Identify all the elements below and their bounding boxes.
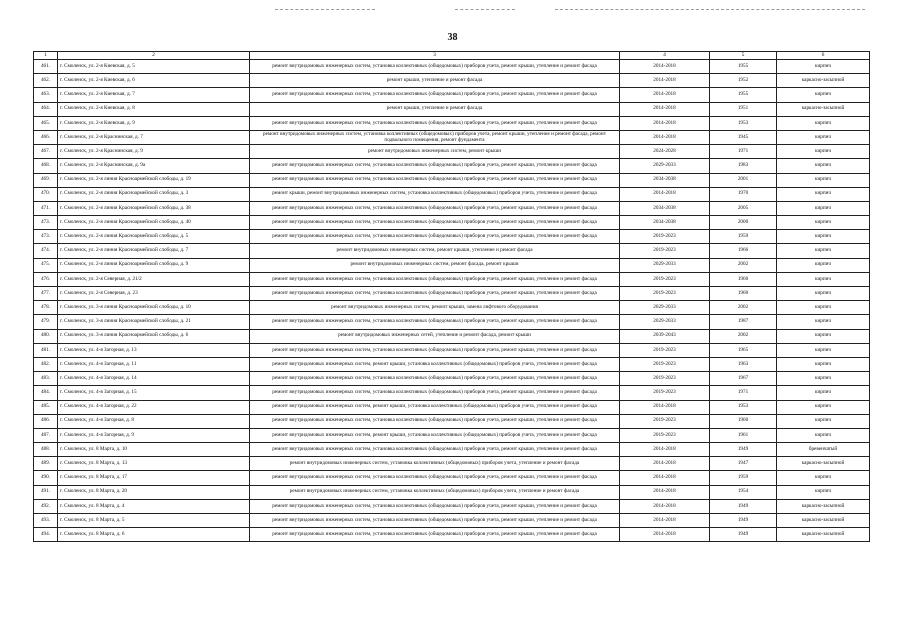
address-cell: г. Смоленск, ул. 2-я Киевская, д. 8 — [58, 102, 250, 116]
period-cell: 2034-2038 — [620, 173, 710, 187]
table-row — [34, 102, 870, 116]
works-cell: ремонт внутридомовых инженерных систем, установка коллективных (общедомовых) приборов учета, ремонт крыши, утепление и ремонт фасада — [250, 443, 620, 457]
wall-material-cell: кирпич — [777, 187, 870, 201]
year-built-cell: 1949 — [710, 514, 777, 528]
works-cell: ремонт внутридомовых инженерных сетей, утепление и ремонт фасада, ремонт крыши — [250, 329, 620, 343]
wall-material-cell: каркасно-засыпной — [777, 499, 870, 513]
year-built-cell: 1955 — [710, 60, 777, 74]
table-row — [34, 400, 870, 414]
table-row — [34, 187, 870, 201]
year-built-cell: 2001 — [710, 173, 777, 187]
works-cell: ремонт внутридомовых инженерных систем, установка коллективных (общедомовых) приборов учета, ремонт крыши, утепление и ремонт фасада — [250, 216, 620, 230]
table-row — [34, 386, 870, 400]
works-cell: ремонт внутридомовых инженерных систем, установка коллективных (общедомовых) приборов учета, ремонт крыши, утепление и ремонт фасада — [250, 230, 620, 244]
works-cell: ремонт внутридомовых инженерных систем, установка коллективных (общедомовых) приборов учета, ремонт крыши, утепление и ремонт фасада — [250, 272, 620, 286]
table-row — [34, 201, 870, 215]
address-cell: г. Смоленск, ул. 4-я Загорная, д. 14 — [58, 372, 250, 386]
period-cell: 2014-2018 — [620, 457, 710, 471]
works-cell: ремонт крыши, ремонт внутридомовых инженерных систем, установка коллективных (общедомовых) приборов учета, утепление и ремонт фасада — [250, 187, 620, 201]
year-built-cell: 1963 — [710, 357, 777, 371]
table-row — [34, 485, 870, 499]
table-row — [34, 301, 870, 315]
table-row — [34, 457, 870, 471]
column-header-6: 6 — [777, 52, 870, 60]
wall-material-cell: кирпич — [777, 244, 870, 258]
row-number: 482. — [34, 357, 58, 371]
year-built-cell: 1952 — [710, 74, 777, 88]
row-number: 493. — [34, 514, 58, 528]
table-row — [34, 315, 870, 329]
period-cell: 2029-2033 — [620, 258, 710, 272]
works-cell: ремонт внутридомовых инженерных систем, установка коллективных (общедомовых) приборов учета, ремонт крыши, утепление и ремонт фасада — [250, 414, 620, 428]
wall-material-cell: кирпич — [777, 130, 870, 144]
table-row — [34, 216, 870, 230]
period-cell: 2029-2033 — [620, 315, 710, 329]
address-cell: г. Смоленск, ул. 2-я Краснинская, д. 9 — [58, 145, 250, 159]
address-cell: г. Смоленск, ул. 2-я линия Красноармейской слободы, д. 5 — [58, 230, 250, 244]
period-cell: 2019-2023 — [620, 357, 710, 371]
period-cell: 2019-2023 — [620, 244, 710, 258]
column-number-row — [34, 52, 870, 60]
period-cell: 2029-2033 — [620, 301, 710, 315]
wall-material-cell: кирпич — [777, 357, 870, 371]
table-row — [34, 428, 870, 442]
period-cell: 2014-2018 — [620, 471, 710, 485]
row-number: 469. — [34, 173, 58, 187]
year-built-cell: 1949 — [710, 499, 777, 513]
address-cell: г. Смоленск, ул. 4-я Загорная, д. 13 — [58, 343, 250, 357]
address-cell: г. Смоленск, ул. 8 Марта, д. 4 — [58, 499, 250, 513]
year-built-cell: 1959 — [710, 230, 777, 244]
year-built-cell: 1959 — [710, 471, 777, 485]
year-built-cell: 1970 — [710, 187, 777, 201]
table-row — [34, 287, 870, 301]
address-cell: г. Смоленск, ул. 2-я Киевская, д. 7 — [58, 88, 250, 102]
wall-material-cell: кирпич — [777, 471, 870, 485]
table-row — [34, 145, 870, 159]
table-row — [34, 443, 870, 457]
wall-material-cell: кирпич — [777, 400, 870, 414]
table-row — [34, 173, 870, 187]
period-cell: 2014-2018 — [620, 130, 710, 144]
table-row — [34, 258, 870, 272]
works-cell: ремонт внутридомовых инженерных систем, установка коллективных (общедомовых) приборов учета, утепление и ремонт фасада — [250, 457, 620, 471]
address-cell: г. Смоленск, ул. 8 Марта, д. 6 — [58, 528, 250, 542]
period-cell: 2019-2023 — [620, 428, 710, 442]
year-built-cell: 1971 — [710, 145, 777, 159]
works-cell: ремонт крыши, утепление и ремонт фасада — [250, 74, 620, 88]
row-number: 492. — [34, 499, 58, 513]
period-cell: 2024-2028 — [620, 145, 710, 159]
works-cell: ремонт внутридомовых инженерных систем, установка коллективных (общедомовых) приборов учета, ремонт крыши, утепление и ремонт фасада — [250, 514, 620, 528]
period-cell: 2019-2023 — [620, 230, 710, 244]
column-header-4: 4 — [620, 52, 710, 60]
row-number: 488. — [34, 443, 58, 457]
period-cell: 2019-2023 — [620, 272, 710, 286]
wall-material-cell: кирпич — [777, 88, 870, 102]
wall-material-cell: бревенчатый — [777, 443, 870, 457]
wall-material-cell: кирпич — [777, 287, 870, 301]
address-cell: г. Смоленск, ул. 2-я Киевская, д. 5 — [58, 60, 250, 74]
wall-material-cell: кирпич — [777, 258, 870, 272]
period-cell: 2019-2023 — [620, 372, 710, 386]
period-cell: 2019-2023 — [620, 343, 710, 357]
works-cell: ремонт внутридомовых инженерных систем, установка коллективных (общедомовых) приборов учета, ремонт крыши, утепление и ремонт фасада — [250, 201, 620, 215]
address-cell: г. Смоленск, ул. 8 Марта, д. 5 — [58, 514, 250, 528]
table-row — [34, 528, 870, 542]
wall-material-cell: кирпич — [777, 201, 870, 215]
works-cell: ремонт внутридомовых инженерных систем, ремонт крыши, установка коллективных (общедомовых) приборов учета, утепление и ремонт фасада — [250, 428, 620, 442]
wall-material-cell: кирпич — [777, 301, 870, 315]
address-cell: г. Смоленск, ул. 4-я Загорная, д. 8 — [58, 414, 250, 428]
wall-material-cell: кирпич — [777, 60, 870, 74]
works-cell: ремонт внутридомовых инженерных систем, ремонт крыши, установка коллективных (общедомовых) приборов учета, утепление и ремонт фасада — [250, 400, 620, 414]
works-cell: ремонт внутридомовых инженерных систем, установка коллективных (общедомовых) приборов учета, ремонт крыши, утепление и ремонт фасада — [250, 372, 620, 386]
row-number: 487. — [34, 428, 58, 442]
year-built-cell: 1966 — [710, 244, 777, 258]
works-cell: ремонт внутридомовых инженерных систем, установка коллективных (общедомовых) приборов учета, ремонт крыши, утепление и ремонт фасада — [250, 315, 620, 329]
works-cell: ремонт внутридомовых инженерных систем, установка коллективных (общедомовых) приборов учета, ремонт крыши, утепление и ремонт фасада — [250, 60, 620, 74]
table-row — [34, 272, 870, 286]
year-built-cell: 1953 — [710, 116, 777, 130]
row-number: 473. — [34, 230, 58, 244]
period-cell: 2014-2018 — [620, 187, 710, 201]
works-cell: ремонт внутридомовых инженерных систем, ремонт крыши, установка коллективных (общедомовых) приборов учета, утепление и ремонт фасада — [250, 357, 620, 371]
works-cell: ремонт внутридомовых инженерных систем, установка коллективных (общедомовых) приборов учета, ремонт крыши, утепление и ремонт фасада — [250, 88, 620, 102]
table-row — [34, 159, 870, 173]
year-built-cell: 2002 — [710, 258, 777, 272]
works-cell: ремонт внутридомовых инженерных систем, ремонт крыши — [250, 145, 620, 159]
year-built-cell: 1949 — [710, 528, 777, 542]
works-cell: ремонт внутридомовых инженерных систем, установка коллективных (общедомовых) приборов учета, ремонт крыши, утепление и ремонт фасада, ремонт подвального помещения, ремонт фундамента — [250, 130, 620, 144]
wall-material-cell: кирпич — [777, 485, 870, 499]
wall-material-cell: кирпич — [777, 386, 870, 400]
wall-material-cell: каркасно-засыпной — [777, 102, 870, 116]
row-number: 485. — [34, 400, 58, 414]
period-cell: 2014-2018 — [620, 116, 710, 130]
works-cell: ремонт внутридомовых инженерных систем, установка коллективных (общедомовых) приборов учета, ремонт крыши, утепление и ремонт фасада — [250, 287, 620, 301]
period-cell: 2019-2023 — [620, 287, 710, 301]
period-cell: 2014-2018 — [620, 485, 710, 499]
row-number: 489. — [34, 457, 58, 471]
housing-register-table — [33, 51, 870, 542]
address-cell: г. Смоленск, ул. 2-я Краснинская, д. 9а — [58, 159, 250, 173]
table-body — [34, 60, 870, 542]
period-cell: 2039-2043 — [620, 329, 710, 343]
table-row — [34, 74, 870, 88]
page-number: 38 — [447, 32, 458, 43]
year-built-cell: 1967 — [710, 372, 777, 386]
table-row — [34, 329, 870, 343]
year-built-cell: 1987 — [710, 315, 777, 329]
address-cell: г. Смоленск, ул. 8 Марта, д. 20 — [58, 485, 250, 499]
address-cell: г. Смоленск, ул. 2-я Северная, д. 23 — [58, 287, 250, 301]
year-built-cell: 1971 — [710, 386, 777, 400]
table-row — [34, 471, 870, 485]
row-number: 463. — [34, 88, 58, 102]
table-row — [34, 514, 870, 528]
header-rule-center — [455, 9, 515, 10]
period-cell: 2014-2018 — [620, 400, 710, 414]
wall-material-cell: кирпич — [777, 272, 870, 286]
row-number: 473. — [34, 216, 58, 230]
period-cell: 2014-2018 — [620, 514, 710, 528]
wall-material-cell: кирпич — [777, 428, 870, 442]
works-cell: ремонт внутридомовых инженерных систем, ремонт фасада, ремонт крыши — [250, 258, 620, 272]
year-built-cell: 1951 — [710, 102, 777, 116]
wall-material-cell: кирпич — [777, 145, 870, 159]
address-cell: г. Смоленск, ул. 2-я Киевская, д. 6 — [58, 74, 250, 88]
wall-material-cell: каркасно-засыпной — [777, 514, 870, 528]
row-number: 481. — [34, 343, 58, 357]
wall-material-cell: кирпич — [777, 216, 870, 230]
works-cell: ремонт внутридомовых инженерных систем, установка коллективных (общедомовых) приборов учета, утепление и ремонт фасада — [250, 485, 620, 499]
row-number: 471. — [34, 201, 58, 215]
address-cell: г. Смоленск, ул. 3-я линия Красноармейской слободы, д. 21 — [58, 315, 250, 329]
table-row — [34, 414, 870, 428]
wall-material-cell: кирпич — [777, 414, 870, 428]
column-header-1: 1 — [34, 52, 58, 60]
address-cell: г. Смоленск, ул. 2-я Северная, д. 21/2 — [58, 272, 250, 286]
address-cell: г. Смоленск, ул. 4-я Загорная, д. 22 — [58, 400, 250, 414]
works-cell: ремонт внутридомовых инженерных систем, установка коллективных (общедомовых) приборов учета, ремонт крыши, утепление и ремонт фасада — [250, 343, 620, 357]
works-cell: ремонт внутридомовых инженерных систем, ремонт крыши, замена лифтового оборудования — [250, 301, 620, 315]
year-built-cell: 1947 — [710, 457, 777, 471]
row-number: 464. — [34, 102, 58, 116]
year-built-cell: 1960 — [710, 287, 777, 301]
address-cell: г. Смоленск, ул. 8 Марта, д. 13 — [58, 457, 250, 471]
row-number: 466. — [34, 130, 58, 144]
wall-material-cell: каркасно-засыпной — [777, 74, 870, 88]
year-built-cell: 1961 — [710, 428, 777, 442]
table-row — [34, 116, 870, 130]
wall-material-cell: кирпич — [777, 315, 870, 329]
column-header-2: 2 — [58, 52, 250, 60]
table-row — [34, 230, 870, 244]
header-rule-left — [275, 9, 375, 10]
table-row — [34, 343, 870, 357]
year-built-cell: 1953 — [710, 400, 777, 414]
period-cell: 2014-2018 — [620, 499, 710, 513]
row-number: 477. — [34, 287, 58, 301]
address-cell: г. Смоленск, ул. 8 Марта, д. 10 — [58, 443, 250, 457]
wall-material-cell: каркасно-засыпной — [777, 528, 870, 542]
row-number: 491. — [34, 485, 58, 499]
year-built-cell: 1949 — [710, 443, 777, 457]
wall-material-cell: кирпич — [777, 372, 870, 386]
period-cell: 2019-2023 — [620, 386, 710, 400]
address-cell: г. Смоленск, ул. 2-я линия Красноармейской слободы, д. 7 — [58, 244, 250, 258]
year-built-cell: 1955 — [710, 88, 777, 102]
row-number: 467. — [34, 145, 58, 159]
table-row — [34, 244, 870, 258]
period-cell: 2019-2023 — [620, 414, 710, 428]
period-cell: 2014-2018 — [620, 102, 710, 116]
period-cell: 2014-2018 — [620, 528, 710, 542]
works-cell: ремонт внутридомовых инженерных систем, установка коллективных (общедомовых) приборов учета, ремонт крыши, утепление и ремонт фасада — [250, 471, 620, 485]
address-cell: г. Смоленск, ул. 4-я Загорная, д. 11 — [58, 357, 250, 371]
period-cell: 2034-2038 — [620, 201, 710, 215]
row-number: 474. — [34, 244, 58, 258]
address-cell: г. Смоленск, ул. 8 Марта, д. 17 — [58, 471, 250, 485]
row-number: 476. — [34, 272, 58, 286]
year-built-cell: 2002 — [710, 329, 777, 343]
row-number: 479. — [34, 315, 58, 329]
address-cell: г. Смоленск, ул. 2-я линия Красноармейской слободы, д. 40 — [58, 216, 250, 230]
wall-material-cell: кирпич — [777, 173, 870, 187]
year-built-cell: 1983 — [710, 159, 777, 173]
works-cell: ремонт внутридомовых инженерных систем, ремонт крыши, утепление и ремонт фасада — [250, 244, 620, 258]
works-cell: ремонт внутридомовых инженерных систем, установка коллективных (общедомовых) приборов учета, ремонт крыши, утепление и ремонт фасада — [250, 116, 620, 130]
period-cell: 2014-2018 — [620, 74, 710, 88]
row-number: 475. — [34, 258, 58, 272]
column-header-5: 5 — [710, 52, 777, 60]
column-header-3: 3 — [250, 52, 620, 60]
wall-material-cell: кирпич — [777, 159, 870, 173]
year-built-cell: 1960 — [710, 272, 777, 286]
period-cell: 2014-2018 — [620, 60, 710, 74]
row-number: 461. — [34, 60, 58, 74]
row-number: 462. — [34, 74, 58, 88]
works-cell: ремонт внутридомовых инженерных систем, установка коллективных (общедомовых) приборов учета, ремонт крыши, утепление и ремонт фасада — [250, 173, 620, 187]
table-row — [34, 357, 870, 371]
row-number: 484. — [34, 386, 58, 400]
address-cell: г. Смоленск, ул. 2-я линия Красноармейской слободы, д. 38 — [58, 201, 250, 215]
address-cell: г. Смоленск, ул. 2-я линия Красноармейской слободы, д. 3 — [58, 187, 250, 201]
row-number: 470. — [34, 187, 58, 201]
works-cell: ремонт внутридомовых инженерных систем, установка коллективных (общедомовых) приборов учета, ремонт крыши, утепление и ремонт фасада — [250, 386, 620, 400]
table-row — [34, 130, 870, 144]
table-header — [34, 52, 870, 60]
row-number: 494. — [34, 528, 58, 542]
row-number: 478. — [34, 301, 58, 315]
address-cell: г. Смоленск, ул. 2-я линия Красноармейской слободы, д. 19 — [58, 173, 250, 187]
header-rule-right — [555, 9, 865, 10]
address-cell: г. Смоленск, ул. 3-я линия Красноармейской слободы, д. 6 — [58, 329, 250, 343]
wall-material-cell: каркасно-засыпной — [777, 457, 870, 471]
row-number: 468. — [34, 159, 58, 173]
address-cell: г. Смоленск, ул. 3-я линия Красноармейской слободы, д. 10 — [58, 301, 250, 315]
period-cell: 2014-2018 — [620, 88, 710, 102]
table-row — [34, 372, 870, 386]
address-cell: г. Смоленск, ул. 4-я Загорная, д. 15 — [58, 386, 250, 400]
row-number: 483. — [34, 372, 58, 386]
address-cell: г. Смоленск, ул. 2-я Краснинская, д. 7 — [58, 130, 250, 144]
year-built-cell: 2002 — [710, 301, 777, 315]
wall-material-cell: кирпич — [777, 230, 870, 244]
table-row — [34, 499, 870, 513]
row-number: 490. — [34, 471, 58, 485]
row-number: 465. — [34, 116, 58, 130]
works-cell: ремонт крыши, утепление и ремонт фасада — [250, 102, 620, 116]
year-built-cell: 2000 — [710, 216, 777, 230]
wall-material-cell: кирпич — [777, 329, 870, 343]
year-built-cell: 2005 — [710, 201, 777, 215]
address-cell: г. Смоленск, ул. 2-я Киевская, д. 9 — [58, 116, 250, 130]
year-built-cell: 1960 — [710, 414, 777, 428]
works-cell: ремонт внутридомовых инженерных систем, установка коллективных (общедомовых) приборов учета, ремонт крыши, утепление и ремонт фасада — [250, 528, 620, 542]
period-cell: 2014-2018 — [620, 443, 710, 457]
year-built-cell: 1965 — [710, 343, 777, 357]
row-number: 486. — [34, 414, 58, 428]
works-cell: ремонт внутридомовых инженерных систем, установка коллективных (общедомовых) приборов учета, ремонт крыши, утепление и ремонт фасада — [250, 499, 620, 513]
year-built-cell: 1945 — [710, 130, 777, 144]
year-built-cell: 1954 — [710, 485, 777, 499]
table-row — [34, 60, 870, 74]
row-number: 480. — [34, 329, 58, 343]
wall-material-cell: кирпич — [777, 116, 870, 130]
wall-material-cell: кирпич — [777, 343, 870, 357]
period-cell: 2029-2033 — [620, 159, 710, 173]
address-cell: г. Смоленск, ул. 2-я линия Красноармейской слободы, д. 9 — [58, 258, 250, 272]
works-cell: ремонт внутридомовых инженерных систем, установка коллективных (общедомовых) приборов учета, ремонт крыши, утепление и ремонт фасада — [250, 159, 620, 173]
table-row — [34, 88, 870, 102]
period-cell: 2034-2038 — [620, 216, 710, 230]
address-cell: г. Смоленск, ул. 4-я Загорная, д. 9 — [58, 428, 250, 442]
